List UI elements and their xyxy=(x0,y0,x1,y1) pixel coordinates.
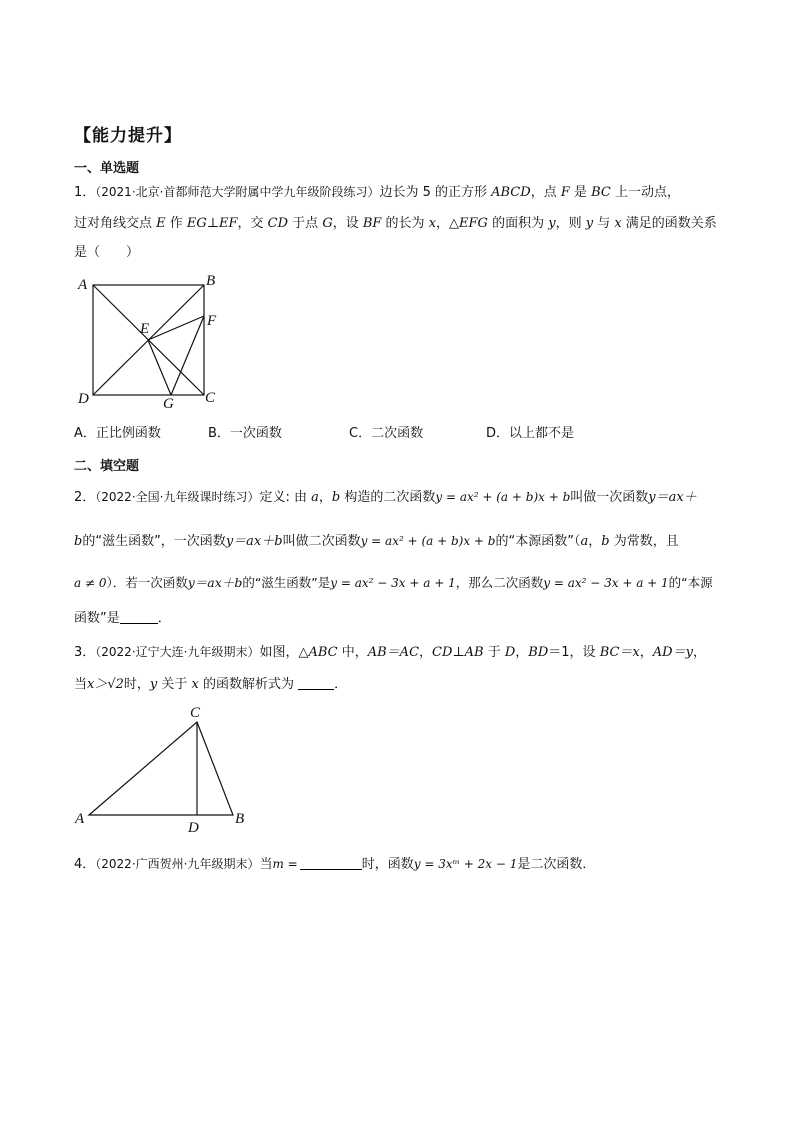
q4-text: 当 xyxy=(259,857,273,872)
q1-text: ，交 xyxy=(237,216,268,231)
q2-formula: y＝ax＋b xyxy=(225,534,283,549)
q1-line2 xyxy=(74,216,717,232)
q2-text: ，那么二次函数 xyxy=(455,575,544,590)
q3-formula: x＞√2 xyxy=(87,677,124,692)
label-b: B xyxy=(235,811,245,827)
q2-var: b xyxy=(331,490,341,505)
q3-var: ABC xyxy=(308,645,338,660)
q3-text: 的函数解析式为 xyxy=(198,677,299,692)
q3-text: 关于 xyxy=(157,677,192,692)
q3-var: BC＝x xyxy=(599,645,640,660)
label-c: C xyxy=(190,705,201,721)
q2-text: 函数”是 xyxy=(74,611,120,626)
q3-answer-blank[interactable] xyxy=(298,676,334,690)
q3-text: 当 xyxy=(74,677,88,692)
q2-text: 的“本源 xyxy=(668,575,713,590)
q2-formula: y = ax² + (a + b)x + b xyxy=(360,534,496,548)
q3-line1 xyxy=(74,644,706,661)
q1-text: ，点 xyxy=(530,185,561,200)
q2-text: 定义: 由 xyxy=(259,490,312,505)
q1-text: 是 xyxy=(569,185,592,200)
q4-text: 是二次函数． xyxy=(517,857,596,872)
q1-text: 于点 xyxy=(288,216,323,231)
q1-var: EG⊥EF xyxy=(186,216,238,231)
q1-text: 边长为 5 的正方形 xyxy=(379,185,492,200)
q3-triangle-figure xyxy=(70,700,260,840)
q3-text: 于 xyxy=(483,645,505,660)
label-f: F xyxy=(207,313,217,329)
q1-var: x xyxy=(428,216,437,231)
q1-source: （2021·北京·首都师范大学附属中学九年级阶段练习） xyxy=(95,185,380,199)
q3-text: ， xyxy=(419,645,433,660)
q4-answer-blank[interactable] xyxy=(300,856,362,870)
q1-text: 与 xyxy=(593,216,615,231)
q3-text: ， xyxy=(692,645,706,660)
label-d: D xyxy=(78,391,89,407)
q1-var: y xyxy=(585,216,594,231)
q2-text: 的“滋生函数”是 xyxy=(242,575,331,590)
q1-text: ，设 xyxy=(332,216,363,231)
q1-var: E xyxy=(156,216,166,231)
q1-text: ，△ xyxy=(436,216,460,231)
q1-line3: 是（ ） xyxy=(74,245,140,260)
q2-line4 xyxy=(74,610,171,627)
label-a: A xyxy=(75,811,85,827)
q2-text: ． xyxy=(157,611,171,626)
label-c: C xyxy=(205,390,216,406)
q1-var: BC xyxy=(591,185,611,200)
q1-option-d[interactable]: D．以上都不是 xyxy=(486,426,575,441)
label-e: E xyxy=(140,321,150,337)
label-d: D xyxy=(188,820,199,836)
q1-text: 上一动点， xyxy=(610,185,681,200)
q3-var: y xyxy=(149,677,158,692)
q1-text: 过对角线交点 xyxy=(74,216,157,231)
q1-square-figure xyxy=(72,270,232,412)
q1-text: ，则 xyxy=(555,216,586,231)
q3-text: ， xyxy=(515,645,529,660)
q1-var: G xyxy=(322,216,333,231)
q2-text: 的“滋生函数”，一次函数 xyxy=(82,534,226,549)
q1-text: 的面积为 xyxy=(487,216,549,231)
q1-option-c[interactable]: C．二次函数 xyxy=(349,426,424,441)
q3-text: ． xyxy=(334,677,348,692)
triangle-abc xyxy=(89,722,233,815)
q2-var: b xyxy=(74,534,83,549)
q2-text: ）．若一次函数 xyxy=(106,575,188,590)
q3-var: x xyxy=(191,677,199,692)
q1-line1 xyxy=(74,184,680,201)
q3-var: CD⊥AB xyxy=(432,645,484,660)
q3-text: 中， xyxy=(337,645,368,660)
q2-text: 叫做一次函数 xyxy=(570,490,649,505)
q4-text: 时，函数 xyxy=(361,857,414,872)
q2-text: 的“本源函数”（ xyxy=(495,534,581,549)
q2-var: a xyxy=(311,490,319,505)
q2-formula: y = ax² − 3x + a + 1 xyxy=(543,576,669,590)
segment-eg xyxy=(148,340,171,395)
q2-text: 构造的二次函数 xyxy=(340,490,436,505)
q3-number: 3． xyxy=(74,645,96,660)
q2-line3 xyxy=(74,575,713,591)
q3-var: AB＝AC xyxy=(367,645,420,660)
q2-var: a xyxy=(580,534,589,549)
q1-var: y xyxy=(548,216,556,231)
part1-heading: 一、单选题 xyxy=(74,161,140,176)
q1-var: CD xyxy=(267,216,289,231)
q3-line2 xyxy=(74,676,347,693)
q3-source: （2022·辽宁大连·九年级期末） xyxy=(95,645,260,659)
q1-text: 满足的函数关系 xyxy=(621,216,717,231)
q1-var: BF xyxy=(362,216,382,231)
q2-formula: y = ax² + (a + b)x + b xyxy=(435,490,571,504)
q3-var: BD xyxy=(528,645,549,660)
part2-heading: 二、填空题 xyxy=(74,459,140,474)
q2-source: （2022·全国·九年级课时练习） xyxy=(95,490,260,504)
q2-text: 为常数，且 xyxy=(609,534,679,549)
q4-line xyxy=(74,856,595,873)
q1-number: 1． xyxy=(74,185,96,200)
q2-var: b xyxy=(601,534,610,549)
q1-var: F xyxy=(560,185,570,200)
q3-text: ＝1，设 xyxy=(548,645,600,660)
q1-var: EFG xyxy=(459,216,488,231)
q4-formula: y = 3xᵐ + 2x − 1 xyxy=(413,857,518,871)
q1-option-a[interactable]: A．正比例函数 xyxy=(74,426,161,441)
q2-line1 xyxy=(74,489,697,506)
q2-formula: a ≠ 0 xyxy=(74,576,107,590)
label-a: A xyxy=(78,277,88,293)
label-g: G xyxy=(163,396,174,412)
q1-text: 的长为 xyxy=(381,216,429,231)
q1-var: x xyxy=(614,216,622,231)
q4-source: （2022·广西贺州·九年级期末） xyxy=(95,857,260,871)
q3-var: AD＝y xyxy=(652,645,693,660)
label-b: B xyxy=(206,273,216,289)
q3-text: 时， xyxy=(123,677,150,692)
q2-text: 叫做二次函数 xyxy=(282,534,361,549)
q3-var: D xyxy=(504,645,516,660)
q1-text: 作 xyxy=(165,216,187,231)
section-title: 【能力提升】 xyxy=(74,126,182,146)
q4-var: m = xyxy=(272,857,298,871)
q3-text: ， xyxy=(639,645,653,660)
q1-var: ABCD xyxy=(491,185,531,200)
q3-text: 如图，△ xyxy=(259,645,309,660)
q2-formula: y＝ax＋b xyxy=(187,575,243,590)
q2-formula: y = ax² − 3x + a + 1 xyxy=(330,576,456,590)
q2-formula: y＝ax＋ xyxy=(648,490,697,505)
q2-text: ， xyxy=(318,490,332,505)
q2-text: ， xyxy=(588,534,602,549)
q1-option-b[interactable]: B．一次函数 xyxy=(208,426,282,441)
q2-number: 2． xyxy=(74,490,96,505)
q2-line2 xyxy=(74,533,679,550)
q2-answer-blank[interactable] xyxy=(120,610,158,624)
q4-number: 4． xyxy=(74,857,96,872)
